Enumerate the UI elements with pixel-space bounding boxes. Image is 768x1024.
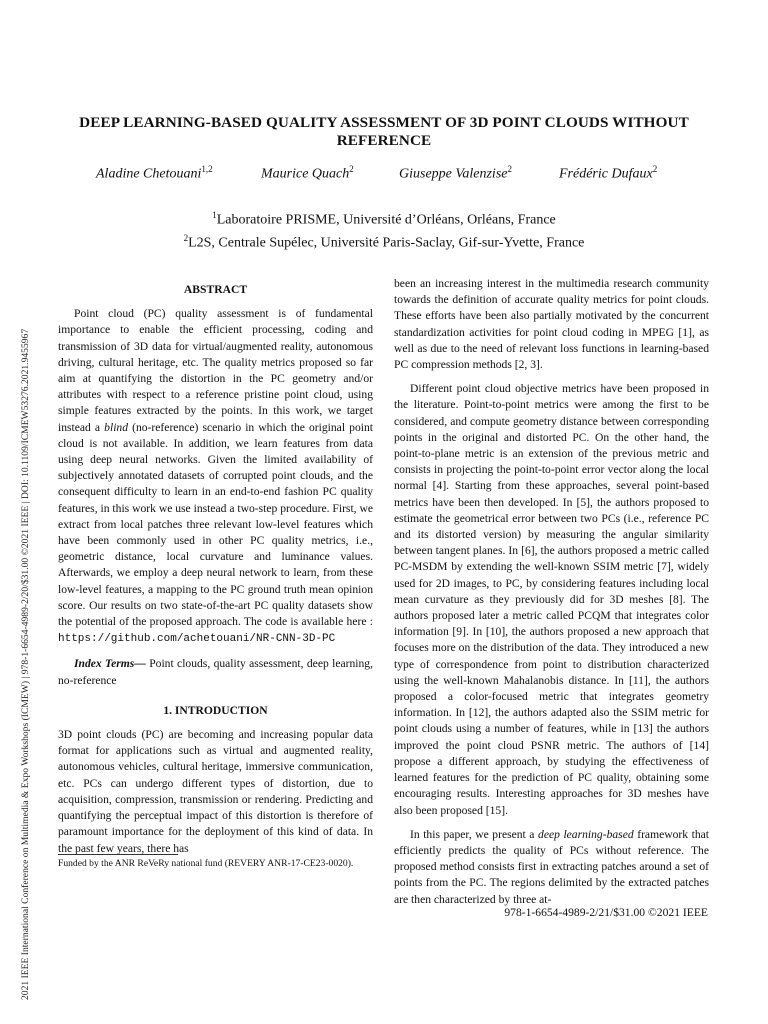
author-name: Aladine Chetouani (96, 166, 202, 182)
abstract-text-2: (no-reference) scenario in which the original point cloud is not available. In addition, we learn features from data using deep neural networks. Given the limited availability of subjectively annotated datasets of corrupted point clouds, and the consequent difficulty to learn in an end-to-end fashion PC quality features, in this work we use instead a two-step procedure. First, we extract from local patches three relevant low-level features which have been commonly used in other PC quality metrics, i.e., geometric distance, local curvature and luminance values. Afterwards, we employ a deep neural network to learn, from these low-level features, a mapping to the PC ground truth mean opinion score. Our results on two state-of-the-art PC quality datasets show the potential of the proposed approach. The code is available here : (58, 420, 373, 629)
affiliation-superscript: 2 (183, 233, 189, 243)
author-superscript: 2 (349, 164, 354, 174)
doi-side-banner: 2021 IEEE International Conference on Multimedia & Expo Workshops (ICMEW) | 978-1-6654-4989-2/20/$31.00 ©2021 IEEE | DOI: 10.1109/ICMEW53276.2021.9455967 (20, 328, 31, 1000)
author-superscript: 2 (507, 164, 512, 174)
abstract-italic-blind: blind (104, 420, 129, 434)
left-column (58, 282, 373, 857)
introduction-heading: 1. INTRODUCTION (163, 703, 268, 717)
author-superscript: 2 (652, 164, 658, 174)
index-terms (58, 656, 373, 688)
intro-continuation-paragraph: been an increasing interest in the multimedia research community towards the definition of accurate quality metrics for point clouds. These efforts have been also partially motivated by the concurrent standardization activities for point cloud coding in MPEG [1], as well as due to the need of relevant loss functions in learning-based PC compression methods [2, 3]. (394, 277, 709, 372)
copyright-line: 978-1-6654-4989-2/21/$31.00 ©2021 IEEE (504, 906, 708, 919)
contribution-text-2: framework that efficiently predicts the quality of PCs without reference. The proposed method consists first in extracting patches around a set of points from the PC. The regions delimited by the extracted patches are then characterized by three at- (394, 827, 709, 906)
author-name: Frédéric Dufaux (559, 166, 653, 182)
author-4 (559, 164, 657, 183)
side-banner-container (6, 0, 31, 1024)
related-work-paragraph: Different point cloud objective metrics have been proposed in the literature. Point-to-point metrics were among the first to be considered, and compute geometry distance between corresponding points in the original and distorted PC. On the other hand, the point-to-plane metric is an extension of the previous metric and consists in projecting the point-to-point error vector along the local normal [4]. Starting from these approaches, several point-based metrics have been then developed. In [5], the authors proposed to estimate the geometrical error between two PCs (i.e., reference PC and its distorted version) by measuring the angular similarity between tangent planes. In [6], the authors proposed a metric called PC-MSDM by extending the well-known SSIM metric [7], widely used for 2D images, to PC, by considering features including local mean curvature as they previously did for 3D meshes [8]. The authors proposed later a metric called PCQM that integrates color information [9]. In [10], the authors proposed a new approach that focuses more on the distribution of the data. They introduced a new type of correspondence from point to distribution characterized using the well-known Mahalanobis distance. In [11], the authors proposed a color-focused metric that integrates geometry information. In [12], the authors adapted also the SSIM metric for point clouds using a number of features, while in [13] the authors improved the point cloud PSNR metric. The authors of [14] propose a different approach, by studying the effectiveness of learned features for the prediction of PC quality, obtaining some encouraging results. Interesting approaches for 3D meshes have also been proposed [15]. (394, 382, 709, 817)
affiliation-1 (60, 210, 708, 229)
abstract-heading: ABSTRACT (183, 283, 248, 296)
author-name: Maurice Quach (261, 166, 350, 182)
author-superscript: 1,2 (201, 164, 213, 174)
index-terms-text: Point clouds, quality assessment, deep learning, no-reference (58, 657, 373, 687)
footnote-divider (58, 854, 178, 855)
author-1 (96, 164, 213, 183)
author-3 (399, 164, 512, 183)
title-line-1: DEEP LEARNING-BASED QUALITY ASSESSMENT OF 3D POINT CLOUDS WITHOUT (79, 114, 689, 131)
paper-title (60, 114, 708, 150)
affiliation-superscript: 1 (212, 210, 217, 220)
footnote: Funded by the ANR ReVeRy national fund (REVERY ANR-17-CE23-0020). (58, 858, 354, 869)
contribution-paragraph (394, 827, 709, 908)
contribution-text-1: In this paper, we present a (410, 827, 535, 841)
affiliation-text: L2S, Centrale Supélec, Université Paris-Saclay, Gif-sur-Yvette, France (188, 235, 585, 251)
code-link[interactable]: https://github.com/achetouani/NR-CNN-3D-PC (58, 633, 336, 646)
abstract-paragraph (58, 306, 373, 647)
contribution-italic: deep learning-based (538, 827, 634, 841)
index-terms-label: Index Terms— (74, 657, 146, 671)
right-column (394, 276, 709, 908)
affiliation-text: Laboratoire PRISME, Université d’Orléans, Orléans, France (216, 212, 556, 228)
author-name: Giuseppe Valenzise (399, 166, 508, 182)
author-2 (261, 164, 354, 183)
title-line-2: REFERENCE (336, 132, 432, 149)
affiliation-2 (60, 233, 708, 252)
author-list (60, 164, 708, 188)
introduction-paragraph: 3D point clouds (PC) are becoming and increasing popular data format for applications such as virtual and augmented reality, autonomous vehicles, cultural heritage, immersive communication, etc. PCs can undergo different types of distortion, due to acquisition, compression, transmission or rendering. Predicting and quantifying the perceptual impact of this distortion is therefore of paramount importance for the deployment of this kind of data. In the past few years, there has (58, 728, 373, 855)
abstract-text-1: Point cloud (PC) quality assessment is of fundamental importance to enable the efficient processing, coding and transmission of 3D data for virtual/augmented reality, autonomous driving, cultural heritage, etc. The quality metrics proposed so far aim at quantifying the distortion in the PC geometry and/or attributes with respect to a reference pristine point cloud, using simple features extracted by the points. In this work, we target instead a (58, 307, 373, 434)
